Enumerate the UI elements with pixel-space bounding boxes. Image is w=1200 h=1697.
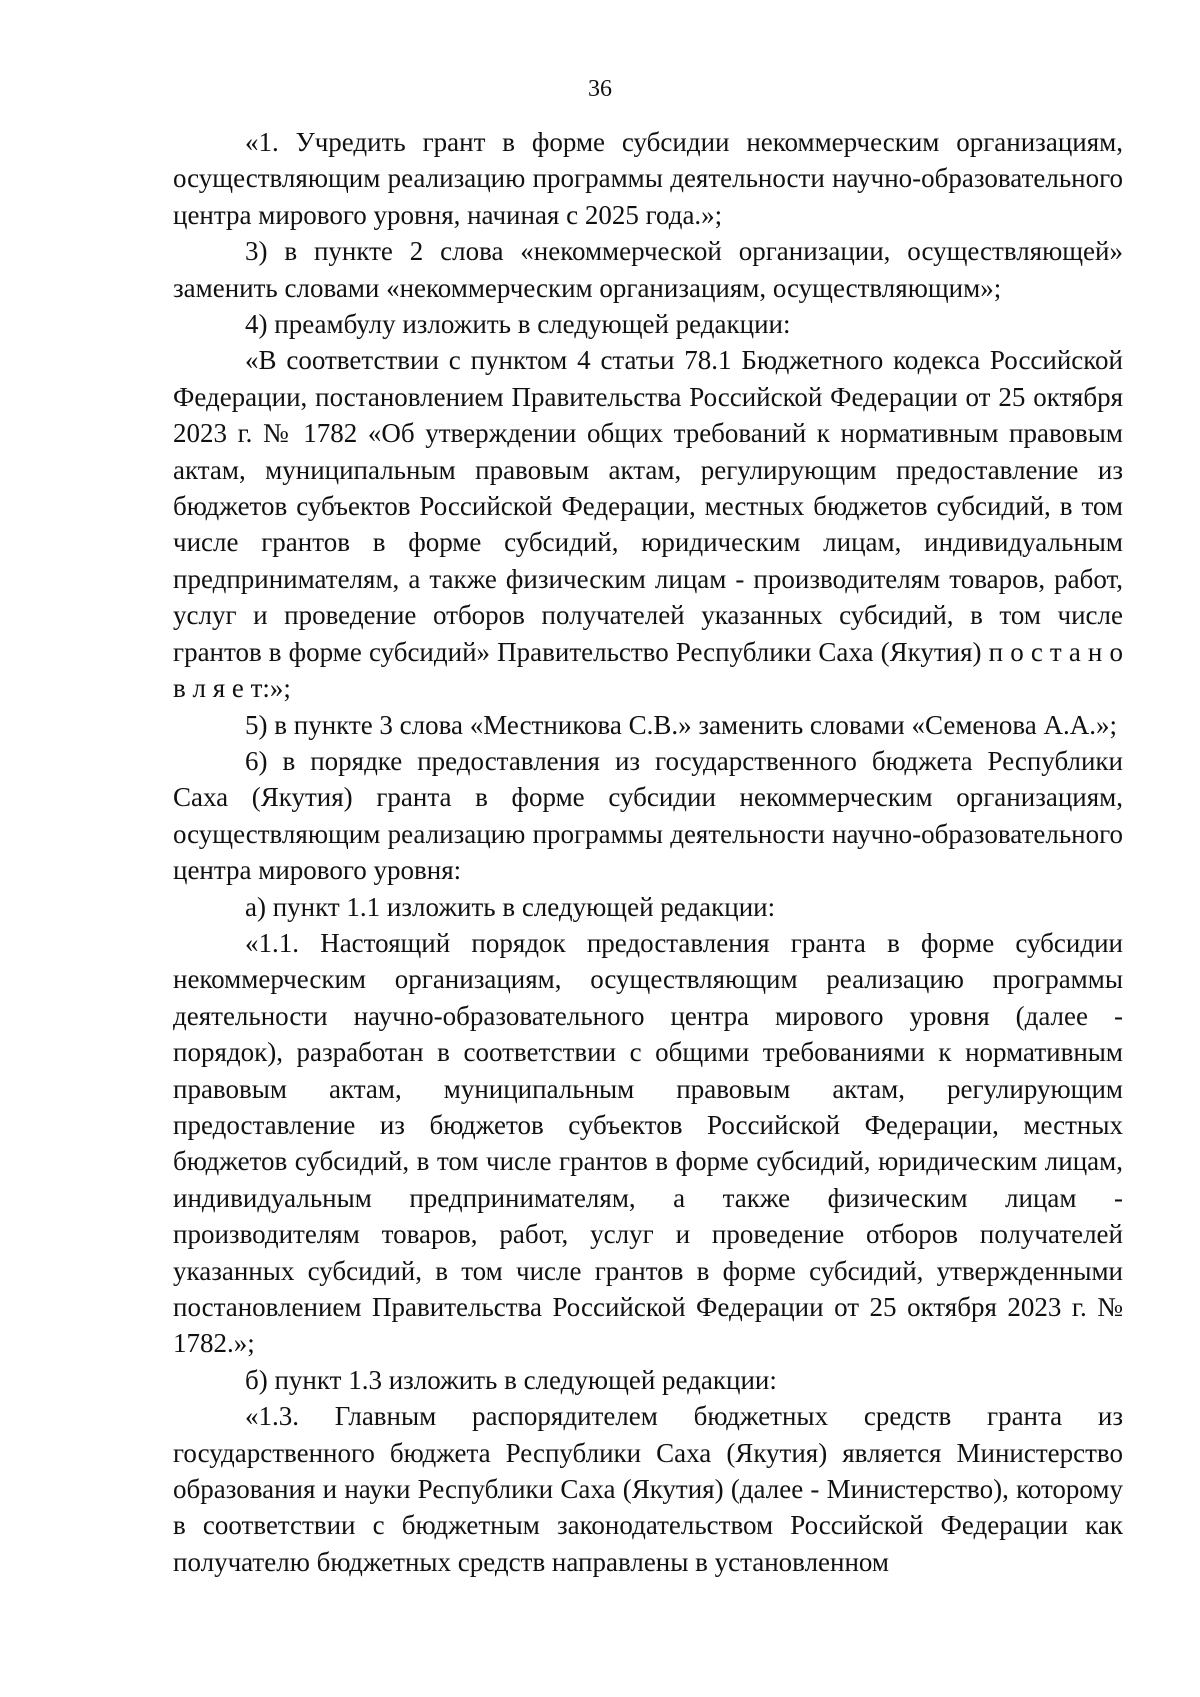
paragraph-item-3: 3) в пункте 2 слова «некоммерческой организации, осуществляющей» заменить словами «некоммерческим организациям, осуществляющим»; [173,236,1123,303]
paragraph-subitem-a: а) пункт 1.1 изложить в следующей редакции: [245,891,776,922]
paragraph-preamble: «В соответствии с пунктом 4 статьи 78.1 Бюджетного кодекса Российской Федерации, постановлением Правительства Российской Федерации от 25 октября 2023 г. № 1782 «Об утверждении общих требований к нормативным правовым актам, муниципальным правовым актам, регулирующим предоставление из бюджетов субъектов Российской Федерации, местных бюджетов субсидий, в том числе грантов в форме субсидий, юридическим лицам, индивидуальным предпринимателям, а также физическим лицам - производителям товаров, работ, услуг и проведение отборов получателей указанных субсидий, в том числе грантов в форме субсидий» Правительство Республики Саха (Якутия) п о с т а н о в л я е т:»; [173,345,1123,704]
page-number: 36 [588,76,612,102]
paragraph-subitem-b: б) пункт 1.3 изложить в следующей редакции: [245,1364,777,1395]
paragraph-clause-1: «1. Учредить грант в форме субсидии некоммерческим организациям, осуществляющим реализацию программы деятельности научно-образовательного центра мирового уровня, начиная с 2025 года.»; [173,127,1123,230]
document-body [173,124,1123,1580]
paragraph-item-5: 5) в пункте 3 слова «Местникова С.В.» заменить словами «Семенова А.А.»; [245,709,1117,740]
paragraph-item-4: 4) преамбулу изложить в следующей редакции: [245,309,791,340]
paragraph-clause-1-3: «1.3. Главным распорядителем бюджетных средств гранта из государственного бюджета Республики Саха (Якутия) является Министерство образования и науки Республики Саха (Якутия) (далее - Министерство), которому в соответствии с бюджетным законодательством Российской Федерации как получателю бюджетных средств направлены в установленном [173,1401,1123,1577]
paragraph-item-6: 6) в порядке предоставления из государственного бюджета Республики Саха (Якутия) гранта в форме субсидии некоммерческим организациям, осуществляющим реализацию программы деятельности научно-образовательного центра мирового уровня: [173,745,1123,886]
paragraph-clause-1-1: «1.1. Настоящий порядок предоставления гранта в форме субсидии некоммерческим организациям, осуществляющим реализацию программы деятельности научно-образовательного центра мирового уровня (далее - порядок), разработан в соответствии с общими требованиями к нормативным правовым актам, муниципальным правовым актам, регулирующим предоставление из бюджетов субъектов Российской Федерации, местных бюджетов субсидий, в том числе грантов в форме субсидий, юридическим лицам, индивидуальным предпринимателям, а также физическим лицам - производителям товаров, работ, услуг и проведение отборов получателей указанных субсидий, в том числе грантов в форме субсидий, утвержденными постановлением Правительства Российской Федерации от 25 октября 2023 г. № 1782.»; [173,927,1123,1359]
